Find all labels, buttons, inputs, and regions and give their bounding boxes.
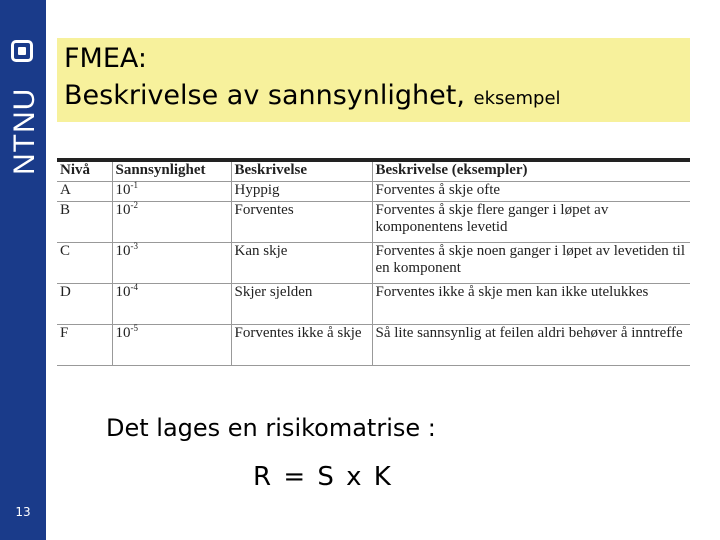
example-cell: Forventes ikke å skje men kan ikke utelukkes: [372, 284, 690, 325]
header-examples: Beskrivelse (eksempler): [372, 162, 690, 182]
slide-title-box: [57, 38, 690, 122]
example-cell: Forventes å skje flere ganger i løpet av komponentens levetid: [372, 202, 690, 243]
probability-cell: $10^{-5}$: [112, 325, 231, 366]
description-cell: Forventes: [231, 202, 372, 243]
title-subtext: eksempel: [473, 88, 561, 109]
risk-formula: R = S x K: [253, 462, 393, 492]
page-number: 13: [15, 505, 31, 519]
sidebar: [0, 0, 46, 540]
table-row: [57, 325, 690, 366]
description-cell: Forventes ikke å skje: [231, 325, 372, 366]
level-cell: F: [57, 325, 112, 366]
level-cell: C: [57, 243, 112, 284]
title-line-1: FMEA:: [64, 43, 147, 74]
probability-cell: $10^{-2}$: [112, 202, 231, 243]
table-row: [57, 202, 690, 243]
probability-table: [57, 158, 690, 361]
header-level: Nivå: [57, 162, 112, 182]
level-cell: D: [57, 284, 112, 325]
description-cell: Hyppig: [231, 182, 372, 202]
probability-cell: $10^{-1}$: [112, 182, 231, 202]
example-cell: Så lite sannsynlig at feilen aldri behøver å inntreffe: [372, 325, 690, 366]
probability-cell: $10^{-3}$: [112, 243, 231, 284]
ntnu-logo-text: NTNU: [8, 87, 41, 175]
title-line-2: [64, 80, 561, 111]
description-cell: Skjer sjelden: [231, 284, 372, 325]
table-header-row: [57, 162, 690, 182]
level-cell: A: [57, 182, 112, 202]
ntnu-logo-icon: [11, 40, 33, 62]
risk-matrix-text: Det lages en risikomatrise :: [106, 414, 436, 442]
title-main-text: Beskrivelse av sannsynlighet,: [64, 80, 465, 111]
header-probability: Sannsynlighet: [112, 162, 231, 182]
description-cell: Kan skje: [231, 243, 372, 284]
table-row: [57, 243, 690, 284]
table-row: [57, 284, 690, 325]
level-cell: B: [57, 202, 112, 243]
header-description: Beskrivelse: [231, 162, 372, 182]
probability-cell: $10^{-4}$: [112, 284, 231, 325]
example-cell: Forventes å skje ofte: [372, 182, 690, 202]
table-row: [57, 182, 690, 202]
example-cell: Forventes å skje noen ganger i løpet av levetiden til en komponent: [372, 243, 690, 284]
